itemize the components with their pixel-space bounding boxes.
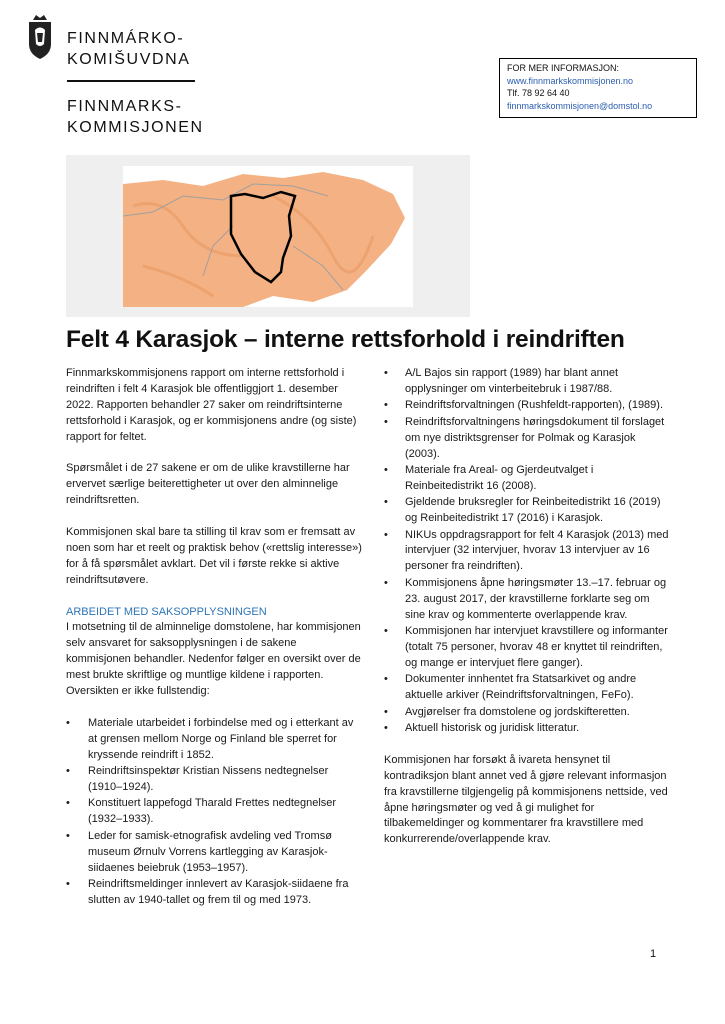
map-graphic — [123, 166, 413, 307]
org-name-sami-line1: FINNMÁRKO- — [67, 30, 185, 47]
sources-intro-paragraph: I motsetning til de alminnelige domstolene, har kommisjonen selv ansvaret for saksopplysningen i de sakene kommisjonen behandler. Nedenfor følger en oversikt over de mest brukte skriftlige og muntlige kildene i rapporten. Oversikten er ikke fullstendig: — [66, 621, 361, 698]
list-item: • Dokumenter innhentet fra Statsarkivet og andre aktuelle arkiver (Reindriftsforvaltningen, FeFo). — [384, 672, 670, 704]
contact-phone: Tlf. 78 92 64 40 — [507, 88, 570, 98]
page-number: 1 — [650, 948, 657, 960]
coat-of-arms-icon — [27, 14, 53, 60]
contact-info-box — [499, 58, 697, 118]
org-name-norwegian-line1: FINNMARKS- — [67, 98, 183, 115]
page-title: Felt 4 Karasjok – interne rettsforhold i reindriften — [66, 326, 625, 353]
list-item: • Kommisjonens åpne høringsmøter 13.–17. februar og 23. august 2017, der kravstillerne forklarte seg om sine krav og kommenterte overlappende krav. — [384, 576, 670, 624]
interest-paragraph: Kommisjonen skal bare ta stilling til krav som er fremsatt av noen som har et reelt og praktisk behov («rettslig interesse») for å få spørsmålet avklart. Det vil i første rekke si aktive reindriftsutøvere. — [66, 526, 362, 586]
list-item: • Reindriftsinspektør Kristian Nissens nedtegnelser (1910–1924). — [66, 764, 362, 796]
list-item: • Reindriftsforvaltningens høringsdokument til forslaget om nye distriktsgrenser for Polmak og Karasjok (2003). — [384, 415, 670, 463]
contact-website-link[interactable]: www.finnmarkskommisjonen.no — [507, 75, 634, 86]
sources-list-right — [384, 366, 670, 737]
list-item: • Aktuell historisk og juridisk litteratur. — [384, 721, 670, 737]
intro-paragraph: Finnmarkskommisjonens rapport om interne rettsforhold i reindriften i felt 4 Karasjok ble offentliggjort 1. desember 2022. Rapporten behandler 27 saker om reindriftsinterne rettsforhold i Karasjok, og er kommisjonens andre (og siste) rapport for feltet. — [66, 367, 357, 443]
org-name-sami-line2: KOMIŠUVDNA — [67, 51, 191, 68]
list-item: • NIKUs oppdragsrapport for felt 4 Karasjok (2013) med intervjuer (32 intervjuer, hvorav 13 intervjuer av 16 personer fra reindriften). — [384, 528, 670, 576]
list-item: • A/L Bajos sin rapport (1989) har blant annet opplysninger om vinterbeitebruk i 1987/88. — [384, 366, 670, 398]
section-heading: ARBEIDET MED SAKSOPPLYSNINGEN — [66, 605, 267, 618]
right-column — [384, 366, 670, 848]
org-name-norwegian-line2: KOMMISJONEN — [67, 119, 204, 136]
left-column — [66, 366, 362, 925]
question-paragraph: Spørsmålet i de 27 sakene er om de ulike kravstillerne har ervervet særlige beiterettigheter ut over den alminnelige reindriftsretten. — [66, 462, 350, 507]
contact-label: FOR MER INFORMASJON: — [507, 63, 619, 73]
list-item: • Reindriftsforvaltningen (Rushfeldt-rapporten), (1989). — [384, 398, 670, 414]
closing-paragraph: Kommisjonen har forsøkt å ivareta hensynet til kontradiksjon blant annet ved å gjøre relevant informasjon fra kravstillerne tilgjengelig på kommisjonens nettside, ved åpne høringsmøter og ved å gi mulighet for tilbakemeldinger og kommentarer fra kravstillere med konkurrerende/overlappende krav. — [384, 753, 668, 846]
list-item: • Avgjørelser fra domstolene og jordskifteretten. — [384, 705, 670, 721]
sources-list-left — [66, 716, 362, 909]
list-item: • Kommisjonen har intervjuet kravstillere og informanter (totalt 75 personer, hvorav 48 er knyttet til reindriften, og mange er intervjuet flere ganger). — [384, 624, 670, 672]
list-item: • Leder for samisk-etnografisk avdeling ved Tromsø museum Ørnulv Vorrens kartlegging av Karasjok-siidaenes beiebruk (1953–1957). — [66, 829, 362, 877]
list-item: • Materiale fra Areal- og Gjerdeutvalget i Reinbeitedistrikt 16 (2008). — [384, 463, 670, 495]
list-item: • Reindriftsmeldinger innlevert av Karasjok-siidaene fra slutten av 1940-tallet og frem til og med 1973. — [66, 877, 362, 909]
list-item: • Konstituert lappefogd Tharald Frettes nedtegnelser (1932–1933). — [66, 796, 362, 828]
org-name-sami — [67, 28, 191, 70]
org-name-norwegian — [67, 96, 204, 138]
org-divider — [67, 80, 195, 82]
list-item: • Materiale utarbeidet i forbindelse med og i etterkant av at grensen mellom Norge og Finland ble sperret for kryssende reindrift i 1852. — [66, 716, 362, 764]
contact-email-link[interactable]: finnmarkskommisjonen@domstol.no — [507, 100, 653, 111]
list-item: • Gjeldende bruksregler for Reinbeitedistrikt 16 (2019) og Reinbeitedistrikt 17 (2016) i Karasjok. — [384, 495, 670, 527]
area-map — [66, 155, 470, 317]
